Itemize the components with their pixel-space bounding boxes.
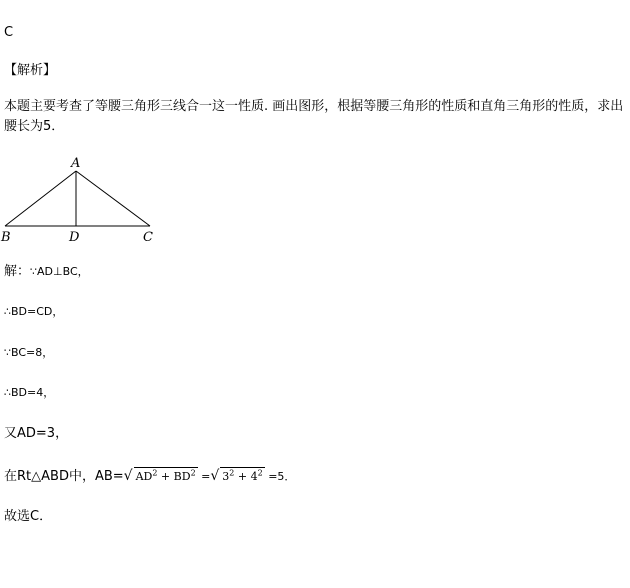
because-symbol: ∵ xyxy=(4,346,11,359)
radical-sign: √ xyxy=(123,468,133,484)
step-6-prefix: 在Rt△ABD中，AB= xyxy=(4,469,124,484)
step-4 xyxy=(4,384,54,402)
point-label-d: D xyxy=(69,230,80,245)
step-3-text: BC=8， xyxy=(11,346,54,359)
step-5: 又AD=3， xyxy=(4,426,69,441)
answer-text: C xyxy=(4,25,14,40)
step-6 xyxy=(4,467,295,486)
step-6-result: =5． xyxy=(264,470,296,483)
step-1 xyxy=(4,263,89,281)
therefore-symbol: ∴ xyxy=(4,305,11,318)
triangle-figure xyxy=(0,155,170,247)
vertex-label-b: B xyxy=(1,230,11,245)
step-4-text: BD=4， xyxy=(11,386,55,399)
radicand-1: $AD^2 + BD^2$ xyxy=(134,467,198,486)
section-heading: 【解析】 xyxy=(4,63,57,78)
step-1-prefix: 解： xyxy=(4,264,31,279)
because-symbol: ∵ xyxy=(30,265,38,278)
radical-sign: √ xyxy=(210,468,220,484)
radicand-2: $3^2 + 4^2$ xyxy=(220,467,264,486)
step-2-text: BD=CD， xyxy=(11,305,64,318)
side-ac xyxy=(76,171,150,226)
vertex-label-a: A xyxy=(71,156,81,171)
step-1-text: AD⊥BC， xyxy=(37,265,89,278)
therefore-symbol: ∴ xyxy=(4,386,11,399)
analysis-paragraph: 本题主要考查了等腰三角形三线合一这一性质. 画出图形，根据等腰三角形的性质和直角三角形的性质，求出腰长为5． xyxy=(4,99,624,134)
step-2 xyxy=(4,303,63,321)
equals-sign: = xyxy=(197,470,211,483)
side-ab xyxy=(5,171,76,226)
step-3 xyxy=(4,344,53,362)
step-7: 故选C． xyxy=(4,509,53,524)
vertex-label-c: C xyxy=(143,230,153,245)
